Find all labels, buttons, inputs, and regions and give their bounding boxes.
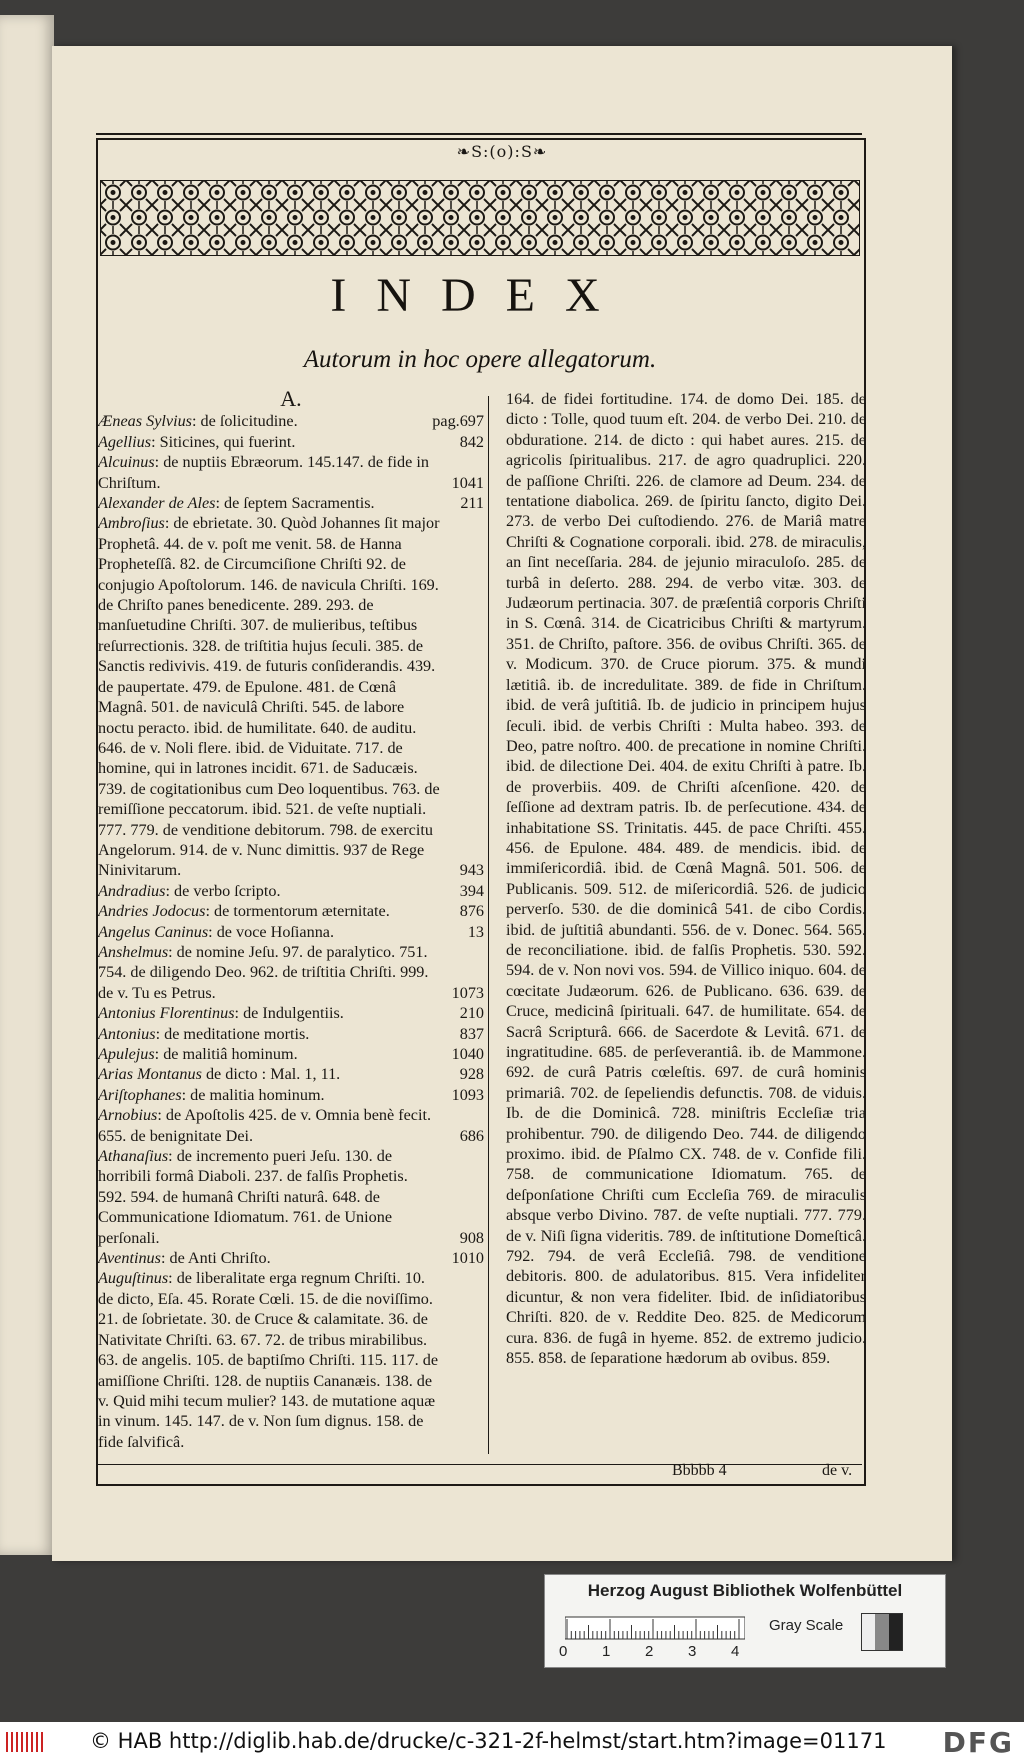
entry-text: : de ſeptem Sacramentis. [215, 494, 375, 513]
entry-author: Athanaſius [98, 1147, 169, 1166]
index-entry [98, 1085, 484, 1105]
decorative-header-band [100, 180, 860, 256]
index-entry [98, 1105, 484, 1146]
entry-page: 394 [459, 881, 484, 900]
color-scale-card [544, 1574, 946, 1668]
entry-author: Alcuinus [98, 453, 155, 472]
entry-author: Andradius [98, 881, 166, 900]
copyright-link[interactable]: © HAB http://diglib.hab.de/drucke/c-321-2f-helmst/start.htm?image=01171 [90, 1729, 887, 1753]
index-entry [98, 881, 484, 901]
ruler-number: 2 [645, 1643, 654, 1660]
entry-page: 1041 [451, 473, 484, 492]
entry-text: : de verbo ſcripto. [165, 881, 281, 900]
entry-text: : de Apoſtolis 425. de v. Omnia benè fecit. 655. de benignitate Dei. [98, 1106, 432, 1145]
index-entry [98, 1024, 484, 1044]
ruler-scale [565, 1613, 745, 1643]
entry-text: : de Indulgentiis. [234, 1004, 344, 1023]
book-page [52, 46, 952, 1561]
entry-page: 1010 [451, 1249, 484, 1268]
entry-page: 1073 [451, 983, 484, 1002]
entry-text: : de liberalitate erga regnum Chriſti. 10. de dicto, Eſa. 45. Rorate Cœli. 15. de die noviſſimo. 21. de ſobrietate. 30. de Cruce & calamitate. 36. de Nativitate Chriſti. 63. 67. 72. de tribus mirabilibus. 63. de angelis. 105. de baptiſmo Chriſti. 115. 117. de amiſſione Chriſti. 128. de nuptiis Cananæis. 138. de v. Quid mihi tecum mulier? 143. de mutatione aquæ in vinum. 145. 147. de v. Non ſum dignus. 158. de fide ſalvificâ. [98, 1269, 439, 1451]
hab-logo-icon [4, 1730, 44, 1754]
index-entry [98, 1146, 484, 1248]
index-entry [98, 1003, 484, 1023]
entry-page: 908 [459, 1228, 484, 1247]
entry-author: Antonius Florentinus [98, 1004, 235, 1023]
ruler-number: 0 [559, 1643, 568, 1660]
entry-author: Apulejus [98, 1045, 155, 1063]
entry-author: Ambroſius [98, 514, 165, 533]
entry-text: : de tormentorum æternitate. [205, 902, 390, 921]
bottom-rule [96, 1464, 862, 1465]
section-letter: A. [280, 386, 302, 411]
entry-page: 1093 [451, 1085, 484, 1104]
index-entry [98, 493, 484, 513]
entry-text: : de nuptiis Ebræorum. 145.147. de fide in Chriſtum. [98, 453, 429, 492]
index-entry [98, 1064, 484, 1084]
entry-author: Andries Jodocus [98, 902, 206, 921]
entry-text: : de malitiâ hominum. [154, 1045, 298, 1063]
entry-author: Arias Montanus [98, 1065, 202, 1084]
index-entry [98, 432, 484, 452]
index-entry [98, 411, 484, 431]
index-entry [98, 1248, 484, 1268]
entry-page: 211 [460, 494, 484, 513]
index-left-column [98, 386, 484, 1452]
ruler-number: 3 [688, 1643, 697, 1660]
page-signature-ornament: ❧S:(o):S❧ [456, 142, 548, 161]
entry-text: : de malitia hominum. [181, 1085, 325, 1104]
entry-author: Auguſtinus [98, 1269, 169, 1288]
entry-author: Antonius [98, 1024, 156, 1043]
gray-scale-swatch [861, 1613, 903, 1651]
entry-page: 842 [459, 432, 484, 451]
entry-author: Angelus Caninus [98, 922, 209, 941]
index-entry [98, 1268, 484, 1452]
dfg-logo: DFG [942, 1726, 1014, 1759]
entry-page: 686 [459, 1126, 484, 1145]
column-divider [488, 396, 489, 1454]
entry-text: : de incremento pueri Jeſu. 130. de horribili formâ Diaboli. 237. de falſis Prophetis. 592. 594. de humanâ Chriſti naturâ. 648. de Communicatione Idiomatum. 761. de Unione perſonali. [98, 1147, 408, 1247]
entry-text: : de meditatione mortis. [155, 1024, 310, 1043]
index-entry [98, 1044, 484, 1064]
entry-page: 876 [459, 902, 484, 921]
entry-text: : de nomine Jeſu. 97. de paralytico. 751. 754. de diligendo Deo. 962. de triſtitia Chriſti. 999. de v. Tu es Petrus. [98, 942, 429, 1002]
entry-page: 837 [459, 1024, 484, 1043]
entry-text: : de Anti Chriſto. [160, 1249, 271, 1268]
ruler-number: 1 [602, 1643, 611, 1660]
entry-author: Alexander de Ales [98, 494, 216, 513]
entry-page: 943 [459, 861, 484, 880]
catchword: de v. [822, 1462, 853, 1479]
ruler-number: 4 [731, 1643, 740, 1660]
page-subtitle: Autorum in hoc opere allegatorum. [303, 346, 657, 373]
entry-text: : de ſolicitudine. [191, 412, 298, 431]
library-name: Herzog August Bibliothek Wolfenbüttel [587, 1581, 903, 1600]
signature-mark: Bbbbb 4 [672, 1462, 727, 1479]
index-entry [98, 452, 484, 493]
index-entry [98, 513, 484, 880]
entry-text: : Siticines, qui fuerint. [151, 432, 296, 451]
entry-page: 210 [459, 1004, 484, 1023]
entry-text: de dicto : Mal. 1, 11. [201, 1065, 341, 1084]
index-entry [98, 901, 484, 921]
entry-author: Ariſtophanes [98, 1085, 182, 1104]
index-entry [98, 922, 484, 942]
facing-page-edge [0, 15, 54, 1555]
footer-bar [0, 1722, 1024, 1761]
entry-page: 928 [459, 1065, 484, 1084]
index-entry [98, 942, 484, 1003]
page-title: INDEX [330, 269, 630, 322]
entry-text: : de voce Hoſianna. [208, 922, 335, 941]
entry-page: 1040 [451, 1045, 484, 1063]
top-rule [96, 133, 862, 135]
index-continuation-text: 164. de fidei fortitudine. 174. de domo Dei. 185. de dicto : Tolle, quod tuum eſt. 204. de verbo Dei. 210. de obduratione. 214. de dicto : qui habet aures. 215. de agricolis ſpiritualibus. 217. de agro quadruplici. 220. de paſſione Chriſti. 226. de clamore ad Deum. 234. de tentatione diabolica. 269. de ſpiritu ſancto, digito Dei. 273. de verbo Dei cuſtodiendo. 276. de Mariâ matre Chriſti & Cognatione corporali. ibid. 278. de miraculis, an ſint neceſſaria. 284. de jejunio miraculoſo. 285. de turbâ in deſerto. 288. 294. de verbo vitæ. 303. de Judæorum pertinacia. 307. de præſentiâ corporis Chriſti in S. Cœnâ. 314. de Cicatricibus Chriſti & martyrum. 351. de Chriſto, paſtore. 356. de ovibus Chriſti. 365. de v. Modicum. 370. de Cruce piorum. 375. & mundi lætitiâ. ib. de incredulitate. 389. de fide in Chriſtum. ibid. de verâ juſtitiâ. Ib. de judicio in principem hujus ſeculi. ibid. de verbis Chriſti : Multa habeo. 393. de Deo, patre noſtro. 400. de precatione in nomine Chriſti. ibid. de dilectione Dei. 404. de exitu Chriſti à patre. Ib. de proverbiis. 409. de Chriſti aſcenſione. 420. de ſeſſione ad dextram patris. Ib. de perſecutione. 434. de inhabitatione SS. Trinitatis. 445. de pace Chriſti. 455. 456. de Epulone. 484. 489. de mendicis. ibid. de immiſericordiâ. ibid. de Cœnâ Magnâ. 501. 506. de Publicanis. 509. 512. de miſericordiâ. 526. de judicio perverſo. 530. de die dominicâ 541. de cibo Cordis. ibid. de juſtitiâ abundanti. 556. de v. Donec. 564. 565. de reconciliatione. ibid. de falſis Prophetis. 530. 592. 594. de v. Non novi vos. 594. de Villico iniquo. 604. de cœcitate Judæorum. 626. de Publicano. 636. 639. de Cruce, medicinâ ſpirituali. 647. de humilitate. 654. de Sacrâ Scripturâ. 666. de Sacerdote & Levitâ. 671. de ingratitudine. 685. de perſeverantiâ. ib. de Mammone. 692. de curâ Patris cœleſtis. 697. de curâ hominis primariâ. 702. de ſepeliendis defunctis. 708. de viduis. Ib. de die Dominicâ. 728. miniſtris Eccleſiæ tria prohibentur. 790. de diligendo Deo. 744. de diligendo proximo. ibid. de Pſalmo CX. 748. de v. Confide fili. 758. de communicatione Idiomatum. 765. de deſponſatione Chriſti cum Eccleſia 769. de miraculis absque verbo Divino. 787. de veſte nuptiali. 777. 779. de v. Niſi ſigna videritis. 789. de inſtitutione Domeſticâ. 792. 794. de verâ Eccleſiâ. 798. de venditione debitoris. 800. de adulatoribus. 815. Vera infideliter dicuntur, & non vera fideliter. Ibid. de inſidiatoribus Chriſti. 820. de v. Reddite Deo. 825. de Medicorum cura. 836. de fugâ in hyeme. 852. de extremo judicio. 855. 858. de ſeparatione hædorum ab ovibus. 859. [506, 390, 866, 1368]
index-right-column [506, 389, 866, 1369]
entry-page: 13 [467, 922, 484, 941]
entry-author: Arnobius [98, 1106, 158, 1125]
entry-text: : de ebrietate. 30. Quòd Johannes ſit major Prophetâ. 44. de v. poſt me venit. 58. de Hanna Propheteſſâ. 82. de Circumciſione Chriſti 92. de conjugio Apoſtolorum. 146. de navicula Chriſti. 169. de Chriſto panes benedicente. 289. 293. de manſuetudine Chriſti. 307. de mulieribus, teſtibus reſurrectionis. 328. de triſtitia hujus ſeculi. 385. de Sanctis redivivis. 419. de futuris conſiderandis. 439. de paupertate. 479. de Epulone. 481. de Cœnâ Magnâ. 501. de naviculâ Chriſti. 545. de labore noctu peracto. ibid. de humilitate. 640. de auditu. 646. de v. Noli flere. ibid. de Viduitate. 717. de homine, qui in latrones incidit. 671. de Saducæis. 739. de cogitationibus cum Deo loquentibus. 763. de remiſſione peccatorum. ibid. 521. de veſte nuptiali. 777. 779. de venditione debitorum. 798. de exercitu Angelorum. 914. de v. Nunc dimittis. 937 de Rege Ninivitarum. [98, 514, 440, 880]
entry-page: pag.697 [432, 412, 484, 431]
entry-author: Anshelmus [98, 942, 169, 961]
gray-scale-label: Gray Scale [769, 1617, 844, 1634]
entry-author: Aventinus [98, 1249, 161, 1268]
entry-author: Agellius [98, 432, 152, 451]
entry-author: Æneas Sylvius [98, 412, 192, 431]
